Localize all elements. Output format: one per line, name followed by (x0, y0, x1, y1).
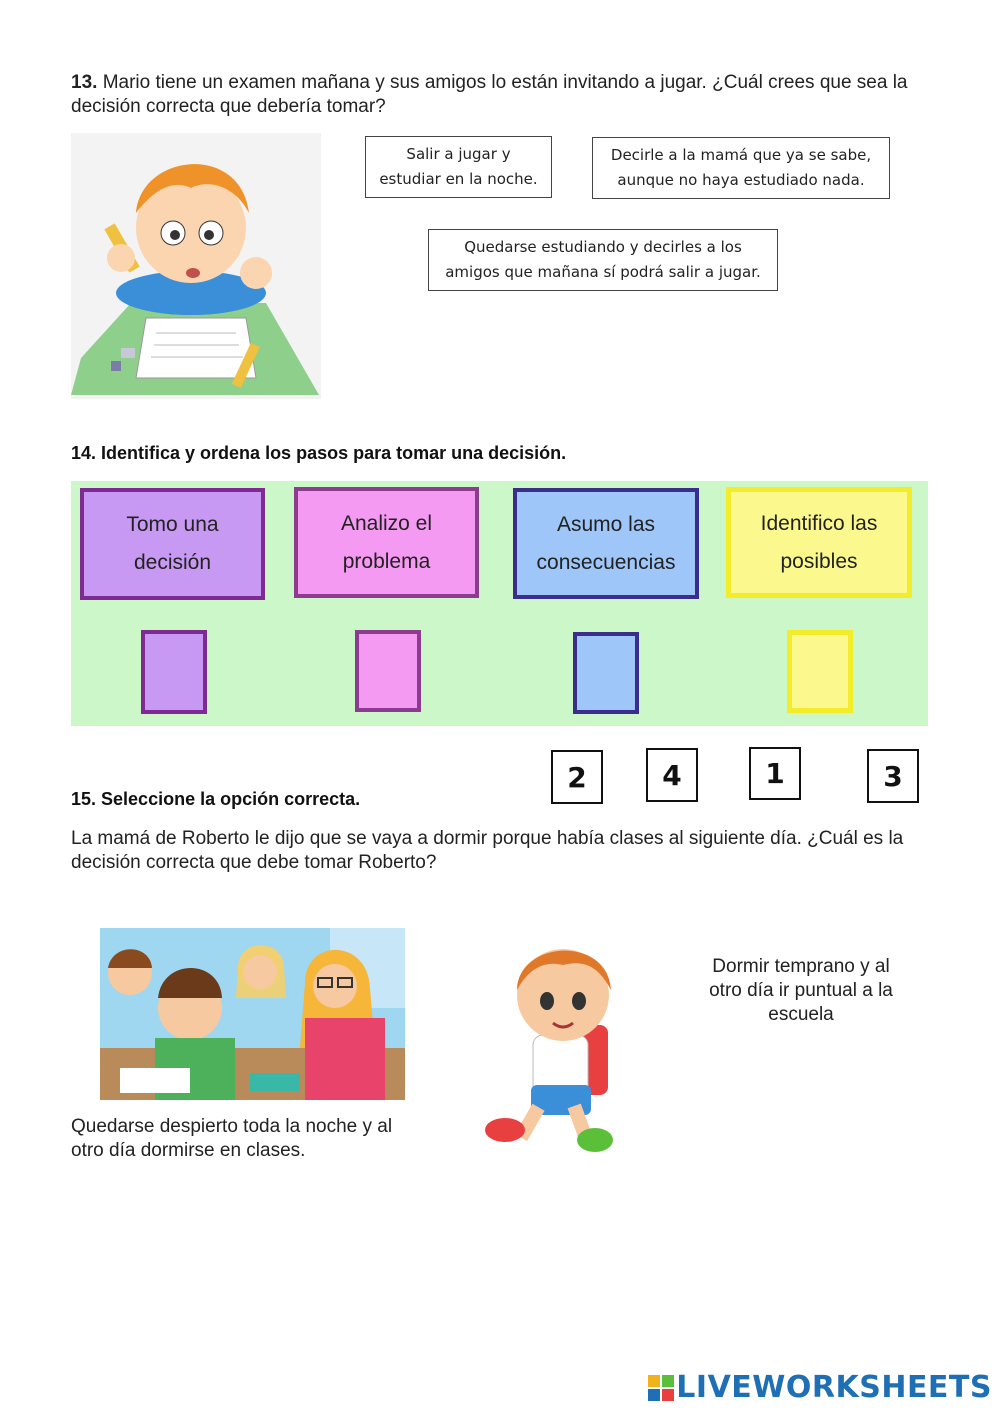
q15-option-a[interactable]: Quedarse despierto toda la noche y al otro día dormirse en clases. (71, 1116, 393, 1161)
boy-going-to-school-illustration[interactable] (483, 935, 638, 1155)
q13-option-b[interactable] (592, 137, 890, 199)
steps-panel (71, 481, 928, 726)
drop-box-purple[interactable] (141, 630, 207, 714)
q13-number: 13. (71, 72, 98, 93)
step-card-identifico-posibles[interactable] (726, 487, 912, 598)
step-card-tomo-decision[interactable] (80, 488, 265, 600)
step-card-label: Tomo una decisión (126, 513, 219, 574)
classroom-illustration[interactable] (100, 928, 405, 1100)
q13-question (71, 71, 931, 119)
q13-option-b-label: Decirle a la mamá que ya se sabe, aunque no haya estudiado nada. (610, 146, 872, 189)
q15-option-b[interactable]: Dormir temprano y al otro día ir puntual a la escuela (709, 956, 893, 1025)
step-card-analizo-problema[interactable] (294, 487, 479, 598)
order-number: 3 (883, 759, 903, 793)
q13-option-c[interactable] (428, 229, 778, 291)
liveworksheets-logo-icon (648, 1375, 674, 1401)
drop-box-blue[interactable] (573, 632, 639, 714)
step-card-label: Asumo las consecuencias (536, 512, 676, 574)
order-number-box[interactable] (749, 747, 801, 800)
step-card-label: Analizo el problema (340, 511, 433, 573)
order-number-box[interactable] (646, 748, 698, 802)
order-number-box[interactable] (867, 749, 919, 803)
order-number: 4 (662, 758, 682, 792)
q13-text: Mario tiene un examen mañana y sus amigos lo están invitando a jugar. ¿Cuál crees que sea la decisión correcta que debería tomar? (71, 72, 908, 117)
order-number: 2 (567, 760, 587, 794)
q14-title: 14. Identifica y ordena los pasos para tomar una decisión. (71, 443, 567, 463)
q15-title: 15. Seleccione la opción correcta. (71, 789, 361, 809)
q15-text: La mamá de Roberto le dijo que se vaya a dormir porque había clases al siguiente día. ¿Cuál es la decisión correcta que debe tomar Roberto? (71, 828, 904, 873)
order-number: 1 (765, 757, 785, 790)
liveworksheets-logo (648, 1370, 992, 1405)
q13-option-c-label: Quedarse estudiando y decirles a los amigos que mañana sí podrá salir a jugar. (445, 238, 761, 281)
order-number-box[interactable] (551, 750, 603, 804)
q13-option-a-label: Salir a jugar y estudiar en la noche. (379, 145, 538, 188)
step-card-label: Identifico las posibles (760, 511, 878, 573)
drop-box-yellow[interactable] (787, 630, 853, 713)
boy-studying-illustration (71, 133, 321, 399)
drop-box-pink[interactable] (355, 630, 421, 712)
liveworksheets-logo-text: LIVEWORKSHEETS (676, 1370, 992, 1405)
step-card-asumo-consecuencias[interactable] (513, 488, 699, 599)
q13-option-a[interactable] (365, 136, 552, 198)
